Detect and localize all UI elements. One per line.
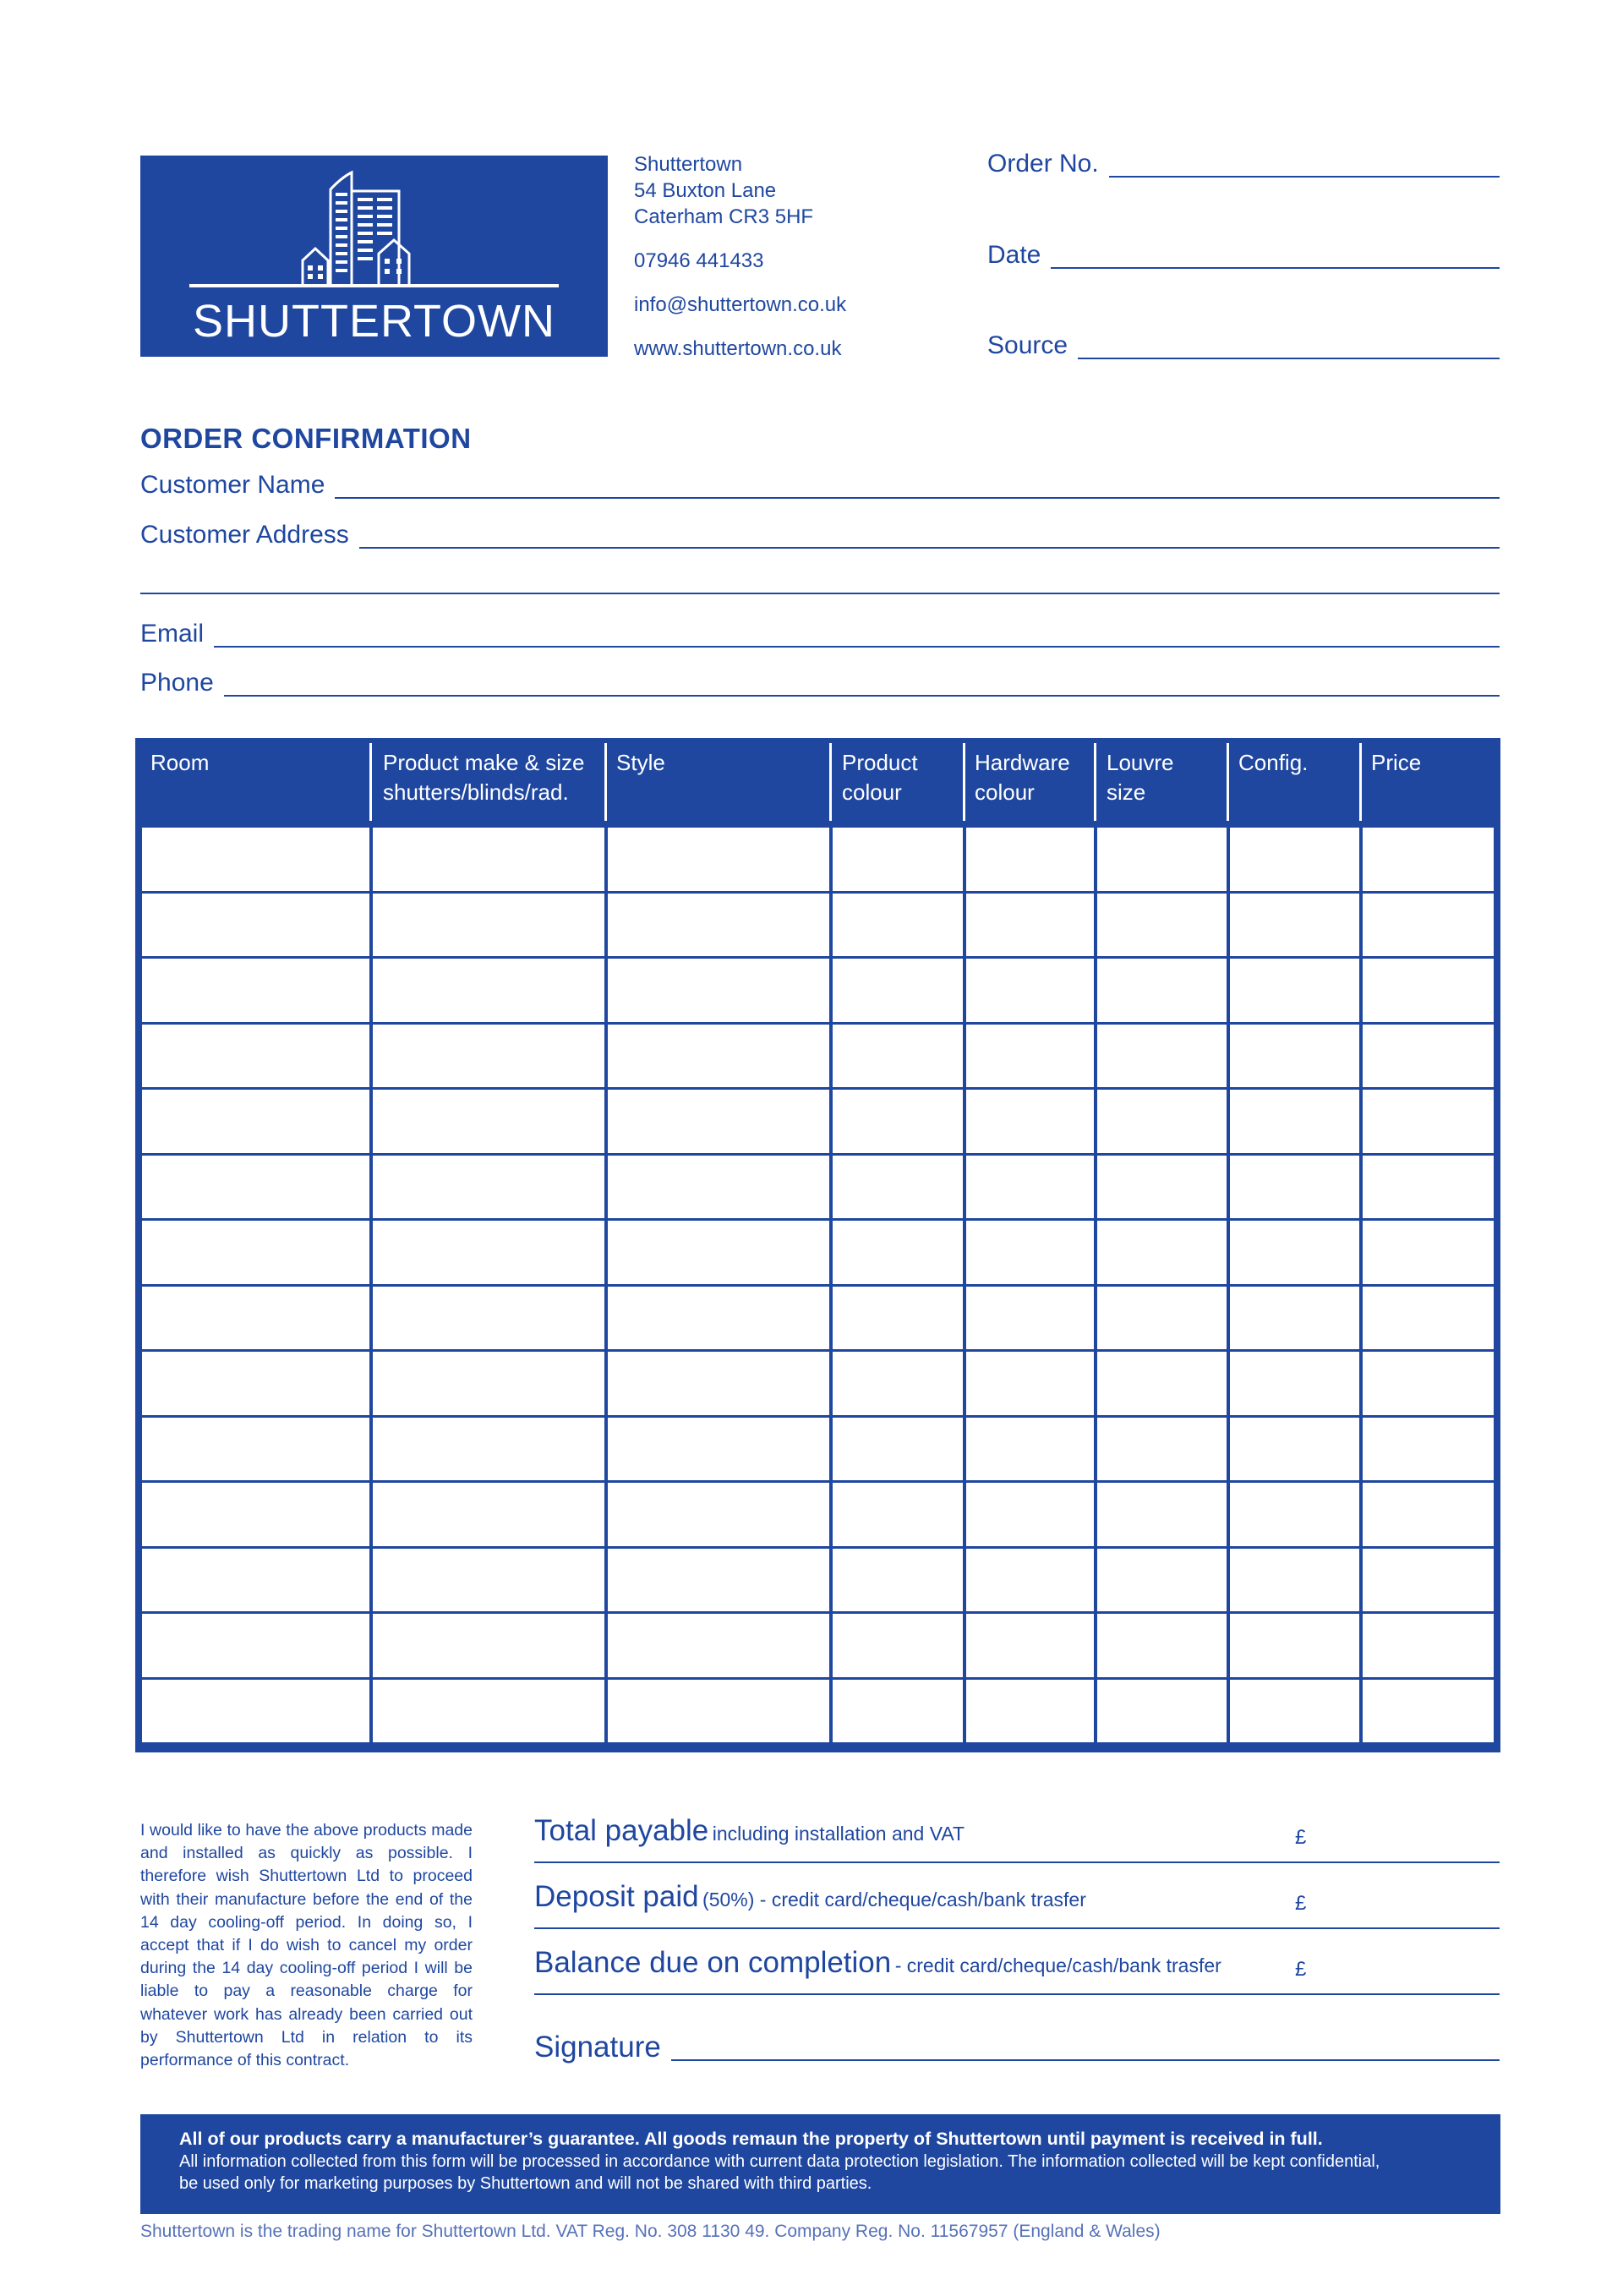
email-label: Email: [140, 620, 205, 648]
customer-name-label: Customer Name: [140, 471, 325, 499]
table-cell[interactable]: [1230, 1418, 1359, 1481]
table-cell[interactable]: [1363, 1549, 1494, 1612]
column-header: Config.: [1238, 750, 1309, 775]
table-cell[interactable]: [373, 1025, 604, 1088]
table-cell[interactable]: [833, 1156, 963, 1219]
table-cell[interactable]: [1230, 1483, 1359, 1546]
table-cell[interactable]: [142, 1221, 369, 1284]
email-line[interactable]: [214, 626, 1500, 648]
table-cell[interactable]: [373, 1156, 604, 1219]
table-cell[interactable]: [608, 1090, 829, 1153]
table-cell[interactable]: [966, 1156, 1094, 1219]
customer-name-line[interactable]: [335, 477, 1500, 499]
table-cell[interactable]: [1097, 894, 1227, 957]
table-cell[interactable]: [966, 1025, 1094, 1088]
table-cell[interactable]: [833, 1025, 963, 1088]
table-cell[interactable]: [608, 1418, 829, 1481]
table-cell[interactable]: [1363, 1680, 1494, 1743]
customer-name-field[interactable]: [140, 472, 1500, 499]
table-cell[interactable]: [373, 828, 604, 891]
table-cell[interactable]: [966, 828, 1094, 891]
table-cell[interactable]: [142, 1418, 369, 1481]
table-cell[interactable]: [1363, 1418, 1494, 1481]
table-cell[interactable]: [1230, 959, 1359, 1022]
table-cell[interactable]: [608, 1287, 829, 1350]
company-phone: 07946 441433: [634, 249, 764, 272]
table-cell[interactable]: [1097, 1614, 1227, 1677]
table-cell[interactable]: [373, 894, 604, 957]
cooling-off-statement: I would like to have the above products made and installed as quickly as possible. I therefore wish Shuttertown Ltd to proceed with their manufacture before the end of the 14 day cooling-off period. In doing so, I accept that if I do wish to cancel my order during the 14 day cooling-off period I will be liable to pay a reasonable charge for whatever work has already been carried out by Shuttertown Ltd in relation to its performance of this contract.: [140, 1821, 473, 2070]
table-cell[interactable]: [608, 828, 829, 891]
table-cell[interactable]: [373, 1680, 604, 1743]
table-cell[interactable]: [1230, 1352, 1359, 1415]
table-cell[interactable]: [1097, 1287, 1227, 1350]
table-cell[interactable]: [142, 1549, 369, 1612]
table-cell[interactable]: [1230, 1221, 1359, 1284]
date-label: Date: [987, 241, 1041, 269]
table-cell[interactable]: [1363, 1156, 1494, 1219]
table-cell[interactable]: [833, 1483, 963, 1546]
balance-due-note: - credit card/cheque/cash/bank trasfer: [894, 1954, 1221, 1976]
table-cell[interactable]: [966, 959, 1094, 1022]
table-cell[interactable]: [1363, 1352, 1494, 1415]
customer-address-field[interactable]: [140, 522, 1500, 549]
table-cell[interactable]: [966, 894, 1094, 957]
table-cell[interactable]: [966, 1287, 1094, 1350]
table-cell[interactable]: [608, 894, 829, 957]
table-cell[interactable]: [1230, 1287, 1359, 1350]
table-cell[interactable]: [1230, 1549, 1359, 1612]
deposit-paid-row[interactable]: [534, 1880, 1500, 1929]
column-header: Louvre size: [1107, 750, 1174, 805]
table-cell[interactable]: [1097, 1418, 1227, 1481]
table-cell[interactable]: [833, 1287, 963, 1350]
table-cell[interactable]: [373, 1287, 604, 1350]
order-no-label: Order No.: [987, 150, 1099, 178]
table-cell[interactable]: [833, 959, 963, 1022]
order-no-line[interactable]: [1109, 156, 1500, 178]
table-cell[interactable]: [142, 1287, 369, 1350]
table-cell[interactable]: [1230, 1025, 1359, 1088]
source-field[interactable]: [987, 332, 1500, 359]
table-cell[interactable]: [1230, 1680, 1359, 1743]
phone-field[interactable]: [140, 670, 1500, 697]
table-cell[interactable]: [966, 1090, 1094, 1153]
order-table: [135, 738, 1500, 1752]
brand-name: SHUTTERTOWN: [193, 296, 555, 347]
table-cell[interactable]: [966, 1418, 1094, 1481]
table-cell[interactable]: [1097, 1025, 1227, 1088]
table-cell[interactable]: [142, 1156, 369, 1219]
table-cell[interactable]: [142, 1483, 369, 1546]
table-cell[interactable]: [1363, 1025, 1494, 1088]
table-cell[interactable]: [1363, 1221, 1494, 1284]
table-cell[interactable]: [833, 1418, 963, 1481]
table-cell[interactable]: [833, 1352, 963, 1415]
source-label: Source: [987, 331, 1068, 359]
table-cell[interactable]: [1363, 894, 1494, 957]
table-cell[interactable]: [1363, 959, 1494, 1022]
column-header: Price: [1371, 750, 1422, 775]
company-name: Shuttertown: [634, 153, 743, 176]
column-header: Hardware colour: [975, 750, 1070, 805]
table-header: [135, 738, 1500, 824]
table-cell[interactable]: [142, 959, 369, 1022]
signature-line[interactable]: [671, 2039, 1500, 2061]
email-field[interactable]: [140, 620, 1500, 648]
company-town: Caterham CR3 5HF: [634, 205, 814, 228]
table-cell[interactable]: [1097, 1680, 1227, 1743]
table-cell[interactable]: [1363, 1287, 1494, 1350]
company-email[interactable]: info@shuttertown.co.uk: [634, 293, 847, 316]
data-protection-notice: All information collected from this form will be processed in accordance with current data protection legislation. The information collected will be kept confidential,: [179, 2152, 1380, 2171]
phone-label: Phone: [140, 669, 214, 697]
footer-notice: [140, 2114, 1500, 2214]
table-cell[interactable]: [966, 1614, 1094, 1677]
company-logo: [140, 156, 608, 357]
table-cell[interactable]: [142, 1090, 369, 1153]
table-cell[interactable]: [608, 1352, 829, 1415]
table-cell[interactable]: [608, 959, 829, 1022]
table-cell[interactable]: [142, 1614, 369, 1677]
signature-field[interactable]: [534, 2031, 1500, 2064]
source-line[interactable]: [1078, 337, 1500, 359]
table-cell[interactable]: [373, 1221, 604, 1284]
table-cell[interactable]: [966, 1221, 1094, 1284]
table-cell[interactable]: [608, 1221, 829, 1284]
table-cell[interactable]: [373, 1614, 604, 1677]
customer-address-line[interactable]: [359, 527, 1500, 549]
table-cell[interactable]: [833, 1680, 963, 1743]
column-header: Style: [616, 750, 665, 775]
table-cell[interactable]: [1097, 1549, 1227, 1612]
balance-due-currency: £: [1295, 1958, 1307, 1981]
table-cell[interactable]: [608, 1025, 829, 1088]
table-cell[interactable]: [966, 1352, 1094, 1415]
customer-address-label: Customer Address: [140, 521, 349, 549]
table-cell[interactable]: [373, 1090, 604, 1153]
signature-label: Signature: [534, 2031, 661, 2064]
table-cell[interactable]: [1097, 1090, 1227, 1153]
column-header: Product colour: [842, 750, 918, 805]
table-cell[interactable]: [966, 1680, 1094, 1743]
table-cell[interactable]: [1363, 1614, 1494, 1677]
total-payable-label: Total payable: [534, 1814, 709, 1847]
table-cell[interactable]: [1363, 1090, 1494, 1153]
company-website[interactable]: www.shuttertown.co.uk: [634, 337, 842, 360]
table-cell[interactable]: [1097, 1352, 1227, 1415]
page-title: ORDER CONFIRMATION: [140, 423, 472, 454]
table-cell[interactable]: [1230, 894, 1359, 957]
phone-line[interactable]: [224, 675, 1500, 697]
total-payable-note: including installation and VAT: [712, 1823, 965, 1845]
column-header: Product make & size shutters/blinds/rad.: [383, 750, 585, 805]
table-cell[interactable]: [142, 828, 369, 891]
table-cell[interactable]: [142, 894, 369, 957]
table-cell[interactable]: [608, 1614, 829, 1677]
table-cell[interactable]: [142, 1352, 369, 1415]
total-payable-currency: £: [1295, 1826, 1307, 1849]
table-cell[interactable]: [833, 1090, 963, 1153]
table-cell[interactable]: [608, 1680, 829, 1743]
table-cell[interactable]: [966, 1549, 1094, 1612]
table-cell[interactable]: [1097, 1156, 1227, 1219]
table-cell[interactable]: [1097, 1483, 1227, 1546]
column-header: Room: [150, 750, 210, 775]
table-cell[interactable]: [1363, 828, 1494, 891]
table-cell[interactable]: [1097, 959, 1227, 1022]
table-cell[interactable]: [373, 1483, 604, 1546]
table-cell[interactable]: [833, 894, 963, 957]
trading-name-note: Shuttertown is the trading name for Shuttertown Ltd. VAT Reg. No. 308 1130 49. Company Reg. No. 11567957 (England & Wales): [140, 2222, 1161, 2241]
deposit-paid-label: Deposit paid: [534, 1880, 699, 1913]
data-protection-notice-2: be used only for marketing purposes by Shuttertown and will not be shared with third parties.: [179, 2174, 872, 2193]
table-cell[interactable]: [833, 1549, 963, 1612]
table-cell[interactable]: [373, 1418, 604, 1481]
table-cell[interactable]: [1097, 1221, 1227, 1284]
deposit-paid-currency: £: [1295, 1892, 1307, 1915]
deposit-paid-note: (50%) - credit card/cheque/cash/bank trasfer: [702, 1889, 1086, 1911]
order-no-field[interactable]: [987, 150, 1500, 178]
table-cell[interactable]: [1097, 828, 1227, 891]
table-cell[interactable]: [1230, 1090, 1359, 1153]
table-cell[interactable]: [142, 1680, 369, 1743]
table-cell[interactable]: [608, 1483, 829, 1546]
table-cell[interactable]: [373, 959, 604, 1022]
table-cell[interactable]: [608, 1156, 829, 1219]
table-cell[interactable]: [608, 1549, 829, 1612]
balance-due-label: Balance due on completion: [534, 1946, 892, 1979]
table-cell[interactable]: [1230, 1614, 1359, 1677]
table-cell[interactable]: [373, 1352, 604, 1415]
table-cell[interactable]: [373, 1549, 604, 1612]
table-cell[interactable]: [833, 1614, 963, 1677]
total-payable-row[interactable]: [534, 1814, 1500, 1863]
table-cell[interactable]: [1230, 1156, 1359, 1219]
table-cell[interactable]: [966, 1483, 1094, 1546]
table-cell[interactable]: [833, 828, 963, 891]
date-field[interactable]: [987, 242, 1500, 269]
table-cell[interactable]: [142, 1025, 369, 1088]
customer-address-line-2[interactable]: [140, 593, 1500, 594]
balance-due-row[interactable]: [534, 1946, 1500, 1995]
guarantee-notice: All of our products carry a manufacturer’s guarantee. All goods remaun the property of Shuttertown until payment is received in full.: [179, 2129, 1323, 2149]
table-cell[interactable]: [1230, 828, 1359, 891]
company-street: 54 Buxton Lane: [634, 179, 777, 202]
table-cell[interactable]: [833, 1221, 963, 1284]
date-line[interactable]: [1051, 247, 1500, 269]
table-cell[interactable]: [1363, 1483, 1494, 1546]
